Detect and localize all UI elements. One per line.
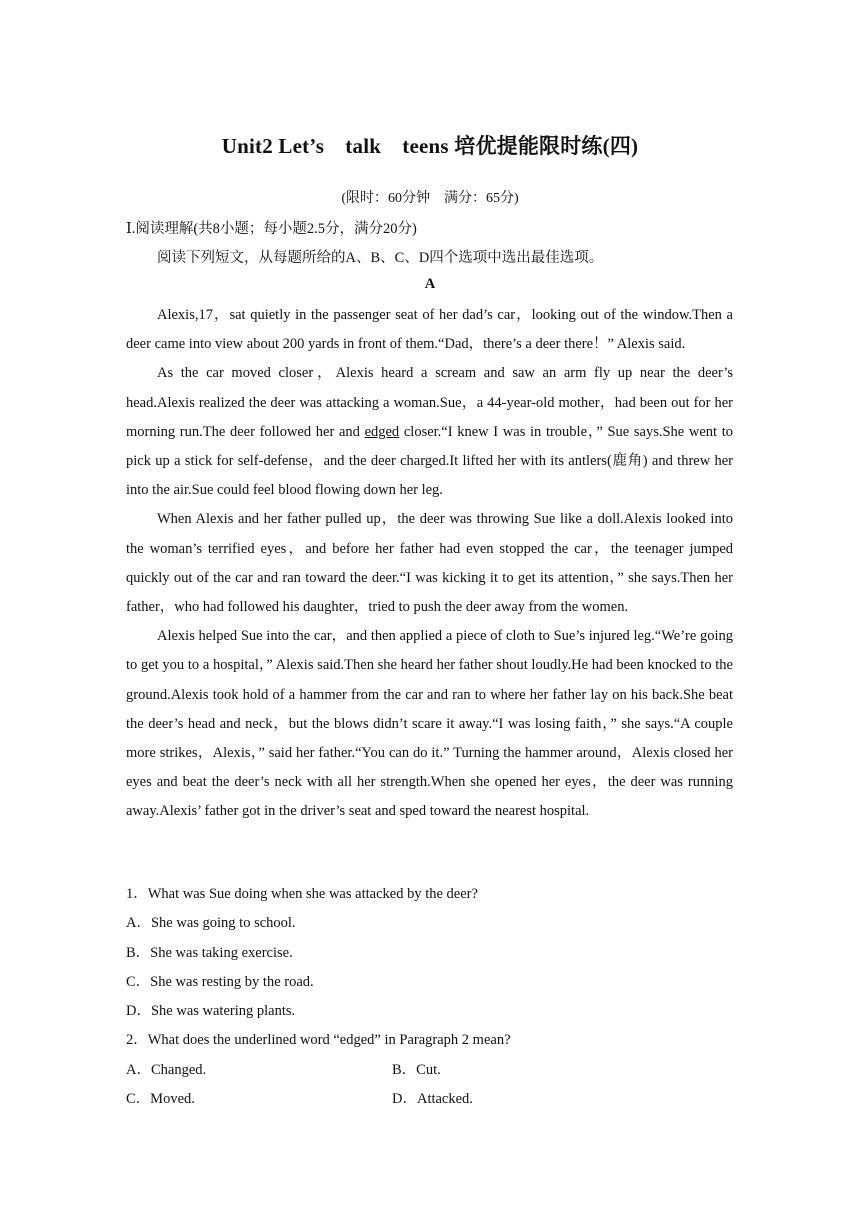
paragraph-1: Alexis,17，sat quietly in the passenger seat of her dad’s car，looking out of the window.Then a deer came into view about 200 yards in front of them.“Dad，there’s a deer there！” Alexis said. [126, 307, 733, 353]
question-2-option-d: D．Attacked. [392, 1091, 473, 1108]
directions-text: 阅读下列短文，从每题所给的A、B、C、D四个选项中选出最佳选项。 [157, 250, 604, 266]
question-2-option-c: C．Moved. [126, 1091, 195, 1108]
section-heading: Ⅰ.阅读理解(共8小题；每小题2.5分，满分20分) [126, 221, 417, 237]
question-1-option-d: D．She was watering plants. [126, 1003, 296, 1020]
question-1-option-b: B．She was taking exercise. [126, 944, 293, 961]
questions [126, 880, 733, 1114]
reading-passage [126, 301, 733, 827]
paragraph-3: When Alexis and her father pulled up，the deer was throwing Sue like a doll.Alexis looked into the woman’s terrified eyes，and before her father had even stopped the car，the teenager jumped quickly out of the car and ran toward the deer.“I was kicking it to get its attention，” she says.Then her father，who had followed his daughter，tried to push the deer away from the women. [126, 511, 733, 616]
question-1-stem: 1．What was Sue doing when she was attacked by the deer? [126, 886, 478, 902]
question-2-options-row-1 [126, 1056, 733, 1085]
page-title: Unit2 Let’s talk teens 培优提能限时练(四) [221, 134, 639, 158]
passage-label: A [424, 276, 436, 292]
question-2-option-b: B．Cut. [392, 1061, 441, 1078]
question-2-options-row-2 [126, 1085, 733, 1114]
question-1-option-a: A．She was going to school. [126, 915, 296, 932]
question-2-stem: 2．What does the underlined word “edged” in Paragraph 2 mean? [126, 1032, 511, 1049]
paragraph-4: Alexis helped Sue into the car，and then applied a piece of cloth to Sue’s injured leg.“We’re going to get you to a hospital，” Alexis said.Then she heard her father shout loudly.He had been knocked to the ground.Alexis took hold of a hammer from the car and ran to where her father lay on his back.She beat the deer’s head and neck，but the blows didn’t scare it away.“I was losing faith，” she says.“A couple more strikes，Alexis，” said her father.“You can do it.” Turning the hammer around，Alexis closed her eyes and beat the deer’s neck with all her strength.When she opened her eyes，the deer was running away.Alexis’ father got in the driver’s seat and sped toward the nearest hospital. [126, 628, 733, 820]
paragraph-2-part-2: closer.“I knew I was in trouble，” Sue says.She went to pick up a stick for self-defense，and the deer charged.It lifted her with its antlers(鹿角) and threw her into the air.Sue could feel blood flowing down her leg. [126, 423, 733, 499]
paragraph-2 [126, 359, 733, 505]
question-1-option-c: C．She was resting by the road. [126, 973, 314, 990]
time-limit-note: (限时：60分钟 满分：65分) [341, 191, 519, 206]
underlined-word: edged [364, 423, 400, 440]
question-2-option-a: A．Changed. [126, 1061, 207, 1078]
paragraph-2-part-1: As the car moved closer，Alexis heard a scream and saw an arm fly up near the deer’s head.Alexis realized the deer was attacking a woman.Sue，a 44-year-old mother，had been out for her morning run.The deer followed her and [126, 365, 733, 440]
